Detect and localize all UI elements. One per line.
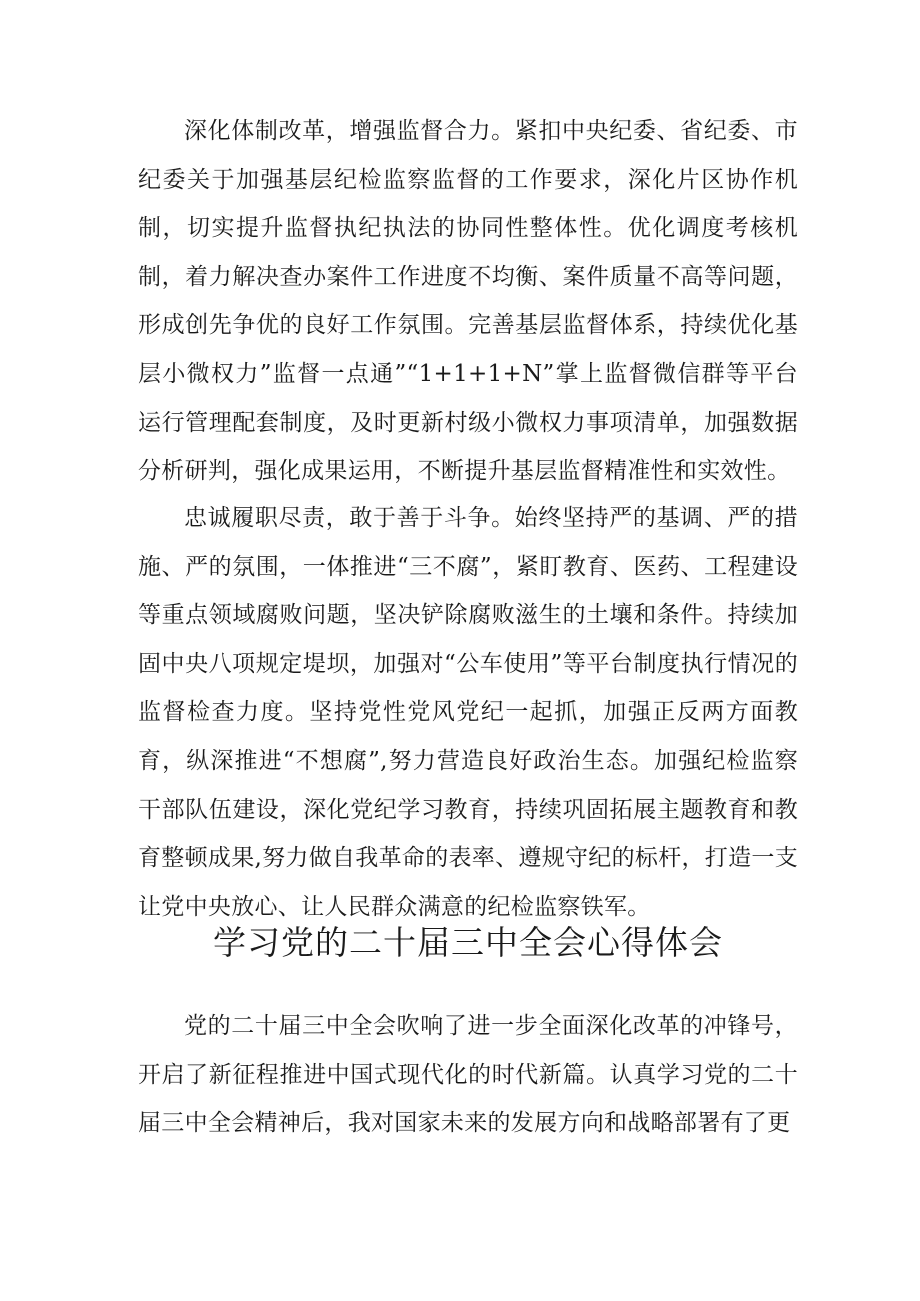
section-title: 学习党的二十届三中全会心得体会 [213, 923, 723, 962]
paragraph-intro: 党的二十届三中全会吹响了进一步全面深化改革的冲锋号，开启了新征程推进中国式现代化的时代新篇。认真学习党的二十届三中全会精神后，我对国家未来的发展方向和战略部署有了更 [138, 1013, 798, 1137]
paragraph-duty: 忠诚履职尽责，敢于善于斗争。始终坚持严的基调、严的措施、严的氛围，一体推进“三不腐”，紧盯教育、医药、工程建设等重点领域腐败问题，坚决铲除腐败滋生的土壤和条件。持续加固中央八项规定堤坝，加强对“公车使用”等平台制度执行情况的监督检查力度。坚持党性党风党纪一起抓，加强正反两方面教育，纵深推进“不想腐”,努力营造良好政治生态。加强纪检监察干部队伍建设，深化党纪学习教育，持续巩固拓展主题教育和教育整顿成果,努力做自我革命的表率、遵规守纪的标杆，打造一支让党中央放心、让人民群众满意的纪检监察铁军。 [138, 505, 799, 920]
paragraph-reform: 深化体制改革，增强监督合力。紧扣中央纪委、省纪委、市纪委关于加强基层纪检监察监督的工作要求，深化片区协作机制，切实提升监督执纪执法的协同性整体性。优化调度考核机制，着力解决查办案件工作进度不均衡、案件质量不高等问题，形成创先争优的良好工作氛围。完善基层监督体系，持续优化基层小微权力”监督一点通”“1+1+1+N”掌上监督微信群等平台运行管理配套制度，及时更新村级小微权力事项清单，加强数据分析研判，强化成果运用，不断提升基层监督精准性和实效性。 [138, 118, 798, 485]
